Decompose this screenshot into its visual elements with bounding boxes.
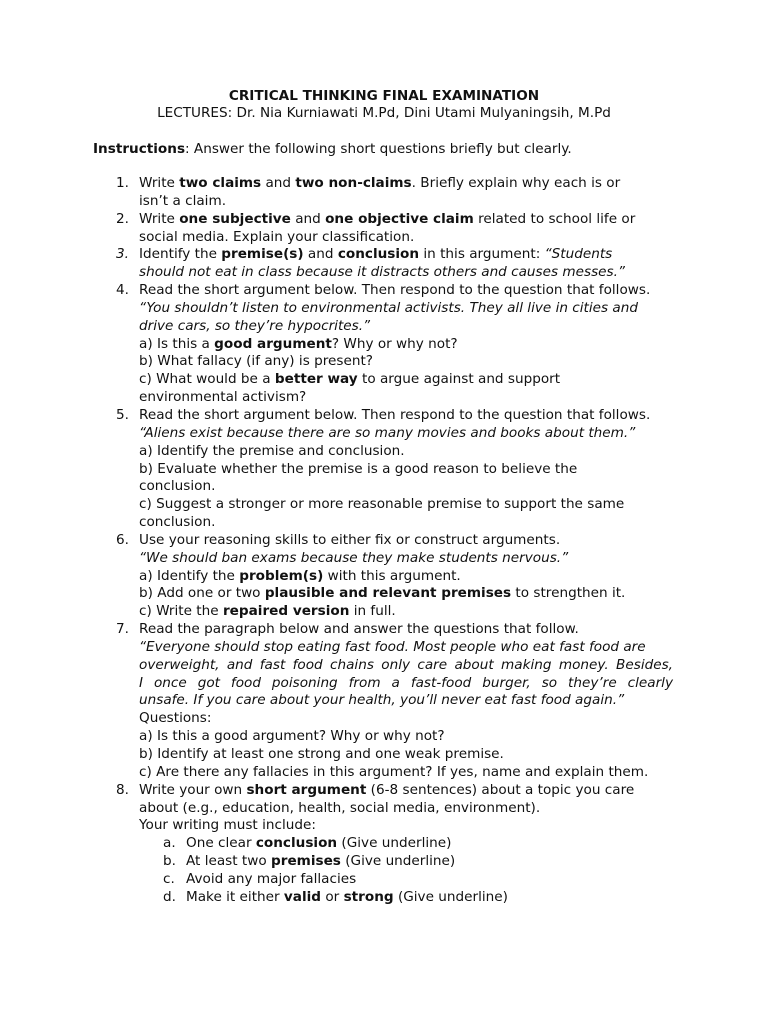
text-run: in this argument: [419, 246, 545, 263]
question-number: 4. [116, 282, 129, 299]
question-line [139, 692, 673, 710]
question-line [139, 782, 673, 800]
text-run: or [321, 888, 344, 905]
text-run: Use your reasoning skills to either fix or construct arguments. [139, 531, 561, 548]
question-list [0, 175, 768, 907]
question-number: 7. [116, 621, 129, 638]
question-line [139, 264, 673, 282]
text-run: c) Suggest a stronger or more reasonable premise to support the same [139, 496, 625, 513]
text-run: a) Identify the [139, 567, 240, 584]
sub-item [139, 853, 673, 871]
text-run: a) Is this a good argument? Why or why not? [139, 728, 445, 745]
bold-text: one subjective [179, 210, 291, 227]
quoted-argument: unsafe. If you care about your health, you’ll never eat fast food again.” [139, 692, 625, 709]
question-line [139, 800, 673, 818]
text-run: Read the short argument below. Then respond to the question that follows. [139, 406, 651, 423]
text-run: and [303, 246, 338, 263]
question-line [139, 425, 673, 443]
question-line [139, 764, 673, 782]
quoted-argument: “We should ban exams because they make students nervous.” [139, 549, 569, 566]
text-run: Make it either [186, 888, 284, 905]
text-run: (Give underline) [393, 888, 508, 905]
bold-text: two claims [179, 175, 262, 191]
question-number: 5. [116, 406, 129, 423]
question-line [139, 175, 673, 193]
quoted-argument: “Everyone should stop eating fast food. Most people who eat fast food are [139, 638, 646, 655]
text-run: Write [139, 175, 180, 191]
text-run: and [261, 175, 296, 191]
text-run: (Give underline) [340, 853, 456, 870]
quoted-argument: “Students [544, 246, 613, 263]
question-line [139, 639, 673, 657]
question-line [139, 675, 673, 693]
sub-item-letter: b. [163, 853, 176, 870]
bold-text: short argument [246, 781, 367, 798]
question-line [139, 585, 673, 603]
question-line [139, 282, 673, 300]
text-run: social media. Explain your classification. [139, 228, 415, 245]
bold-text: premise(s) [221, 246, 304, 263]
sub-item [139, 889, 673, 907]
text-run: related to school life or [473, 210, 636, 227]
text-run: . Briefly explain why each is or [411, 175, 621, 191]
sub-item-letter: d. [163, 888, 176, 905]
text-run: a) Identify the premise and conclusion. [139, 442, 405, 459]
bold-text: conclusion [337, 246, 420, 263]
text-run: conclusion. [139, 514, 216, 531]
text-run: Identify the [139, 246, 222, 263]
text-run: (6-8 sentences) about a topic you care [366, 781, 635, 798]
text-run: b) What fallacy (if any) is present? [139, 353, 374, 370]
question-line [139, 300, 673, 318]
lecturers-line: LECTURES: Dr. Nia Kurniawati M.Pd, Dini Utami Mulyaningsih, M.Pd [157, 105, 611, 121]
question-line [139, 353, 673, 371]
quoted-argument: overweight, and fast food chains only care about making money. Besides, [139, 656, 673, 673]
question-line [139, 478, 673, 496]
question-item [0, 532, 673, 621]
question-item [0, 407, 673, 532]
question-number: 3. [116, 246, 129, 263]
question-line [139, 371, 673, 389]
instructions-label: Instructions [93, 141, 186, 157]
bold-text: valid [283, 888, 322, 905]
question-number: 1. [116, 175, 129, 191]
text-run: ? Why or why not? [331, 335, 458, 352]
text-run: environmental activism? [139, 389, 307, 406]
text-run: Write [139, 210, 180, 227]
text-run: conclusion. [139, 478, 216, 495]
question-line [139, 229, 673, 247]
question-item [0, 211, 673, 247]
bold-text: one objective claim [325, 210, 474, 227]
question-line [139, 532, 673, 550]
text-run: Questions: [139, 710, 212, 727]
text-run: b) Evaluate whether the premise is a good reason to believe the [139, 460, 578, 477]
exam-title: CRITICAL THINKING FINAL EXAMINATION [228, 88, 540, 104]
text-run: b) Identify at least one strong and one weak premise. [139, 746, 504, 762]
question-item [0, 246, 673, 282]
question-line [139, 211, 673, 229]
question-line [139, 407, 673, 425]
text-run: At least two [186, 853, 272, 870]
bold-text: strong [343, 888, 394, 905]
question-item [0, 621, 673, 782]
bold-text: two non-claims [295, 175, 412, 191]
bold-text: repaired version [222, 603, 350, 620]
question-line [139, 817, 673, 835]
text-run: about (e.g., education, health, social media, environment). [139, 799, 541, 816]
text-run: Write your own [139, 781, 247, 798]
text-run: in full. [349, 603, 396, 620]
question-number: 6. [116, 531, 129, 548]
bold-text: premises [271, 853, 341, 870]
quoted-argument: should not eat in class because it distracts others and causes messes.” [139, 264, 625, 281]
question-item [0, 782, 673, 907]
sub-item-letter: c. [163, 870, 175, 887]
bold-text: conclusion [255, 835, 338, 852]
question-line [139, 389, 673, 407]
quoted-argument: “You shouldn’t listen to environmental activists. They all live in cities and [139, 299, 638, 316]
question-line [139, 443, 673, 461]
sub-item [139, 871, 673, 889]
text-run: isn’t a claim. [139, 192, 227, 209]
question-line [139, 461, 673, 479]
text-run: c) Are there any fallacies in this argument? If yes, name and explain them. [139, 763, 649, 780]
quoted-argument: drive cars, so they’re hypocrites.” [139, 317, 371, 334]
quoted-argument: “Aliens exist because there are so many movies and books about them.” [139, 424, 636, 441]
question-number: 8. [116, 781, 129, 798]
text-run: Avoid any major fallacies [186, 870, 357, 887]
instructions-text: : Answer the following short questions briefly but clearly. [185, 141, 572, 157]
question-number: 2. [116, 210, 129, 227]
question-line [139, 603, 673, 621]
question-item [0, 282, 673, 407]
question-line [139, 246, 673, 264]
text-run: Your writing must include: [139, 817, 316, 834]
question-line [139, 318, 673, 336]
bold-text: problem(s) [239, 567, 324, 584]
text-run: b) Add one or two [139, 585, 265, 602]
question-item [0, 175, 673, 211]
bold-text: good argument [214, 335, 332, 352]
bold-text: better way [274, 371, 358, 388]
sub-item-letter: a. [163, 835, 176, 852]
instructions [93, 140, 572, 158]
question-line [139, 657, 673, 675]
text-run: One clear [186, 835, 256, 852]
text-run: Read the short argument below. Then respond to the question that follows. [139, 282, 651, 299]
text-run: to argue against and support [357, 371, 561, 388]
question-line [139, 550, 673, 568]
sub-item [139, 835, 673, 853]
text-run: a) Is this a [139, 335, 215, 352]
quoted-argument: I once got food poisoning from a fast-food burger, so they’re clearly [139, 674, 673, 691]
question-line [139, 193, 673, 211]
question-line [139, 336, 673, 354]
text-run: Read the paragraph below and answer the questions that follow. [139, 621, 579, 638]
question-line [139, 621, 673, 639]
bold-text: plausible and relevant premises [264, 585, 512, 602]
text-run: with this argument. [323, 567, 461, 584]
text-run: (Give underline) [337, 835, 452, 852]
question-line [139, 728, 673, 746]
question-line [139, 496, 673, 514]
text-run: and [290, 210, 326, 227]
text-run: to strengthen it. [511, 585, 626, 602]
question-line [139, 746, 673, 764]
question-line [139, 568, 673, 586]
text-run: c) Write the [139, 603, 223, 620]
question-line [139, 710, 673, 728]
question-line [139, 514, 673, 532]
text-run: c) What would be a [139, 371, 275, 388]
